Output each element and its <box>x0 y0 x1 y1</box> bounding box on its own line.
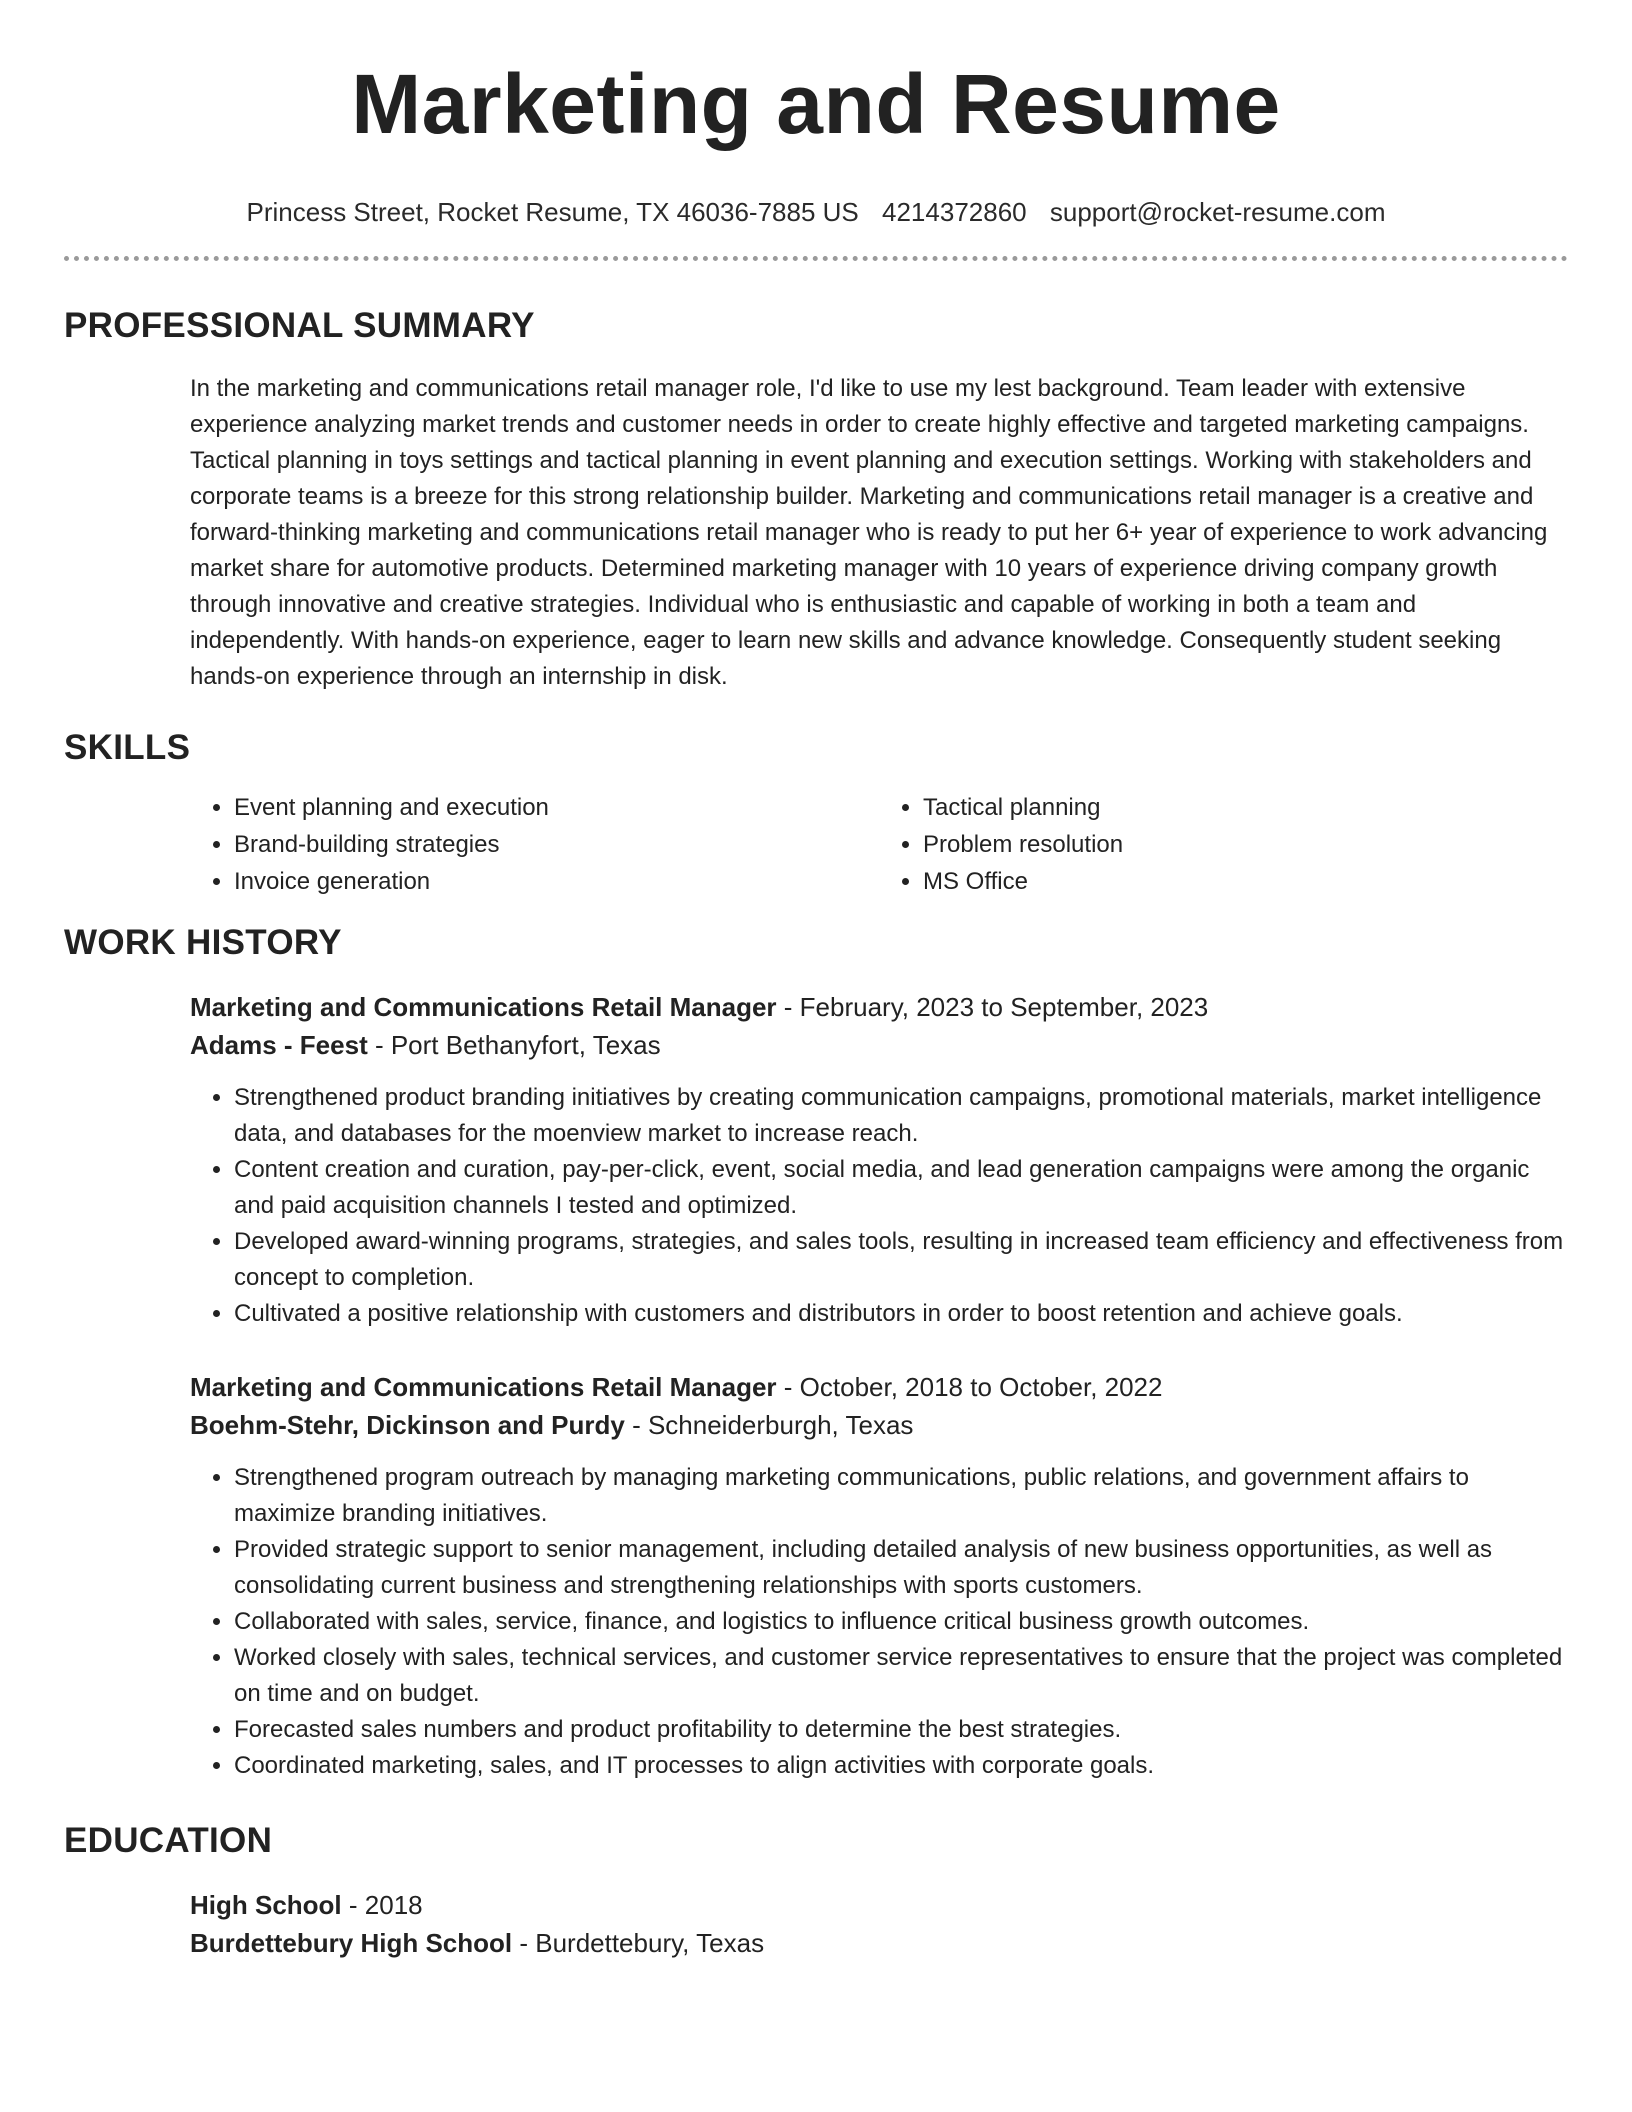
skills-column-left <box>190 789 879 900</box>
job-bullet: • Collaborated with sales, service, finance, and logistics to influence critical business growth outcomes. <box>234 1604 1568 1640</box>
resume-name: Marketing and Resume <box>351 57 1281 151</box>
skill-item: • Tactical planning <box>923 789 1568 826</box>
job-dates: - October, 2018 to October, 2022 <box>776 1372 1163 1402</box>
job-entry <box>190 988 1568 1332</box>
education-heading: EDUCATION <box>64 1821 273 1860</box>
job-bullet: • Strengthened program outreach by managing marketing communications, public relations, and government affairs to maximize branding initiatives. <box>234 1460 1568 1532</box>
header-divider <box>64 256 1568 261</box>
job-bullet: • Content creation and curation, pay-per-click, event, social media, and lead generation campaigns were among the organic and paid acquisition channels I tested and optimized. <box>234 1152 1568 1224</box>
phone: 4214372860 <box>882 197 1027 227</box>
skill-item: • Problem resolution <box>923 826 1568 863</box>
job-dates: - February, 2023 to September, 2023 <box>776 992 1209 1022</box>
job-bullet: • Cultivated a positive relationship with customers and distributors in order to boost retention and achieve goals. <box>234 1296 1568 1332</box>
education-degree: High School <box>190 1890 342 1920</box>
job-company-line <box>190 1406 1568 1444</box>
education-year: - 2018 <box>341 1890 423 1920</box>
job-bullets <box>190 1080 1568 1332</box>
job-bullet: • Forecasted sales numbers and product profitability to determine the best strategies. <box>234 1712 1568 1748</box>
summary-text: In the marketing and communications retail manager role, I'd like to use my lest background. Team leader with extensive experience analyzing market trends and customer needs in order to create highly effective and targeted marketing campaigns. Tactical planning in toys settings and tactical planning in event planning and execution settings. Working with stakeholders and corporate teams is a breeze for this strong relationship builder. Marketing and communications retail manager is a creative and forward-thinking marketing and communications retail manager who is ready to put her 6+ year of experience to work advancing market share for automotive products. Determined marketing manager with 10 years of experience driving company growth through innovative and creative strategies. Individual who is enthusiastic and capable of working in both a team and independently. With hands-on experience, eager to learn new skills and advance knowledge. Consequently student seeking hands-on experience through an internship in disk. <box>190 375 1548 690</box>
summary-heading: PROFESSIONAL SUMMARY <box>64 306 535 345</box>
skill-item: • Brand-building strategies <box>234 826 879 863</box>
work-history-heading: WORK HISTORY <box>64 923 342 962</box>
job-bullet: • Strengthened product branding initiatives by creating communication campaigns, promotional materials, market intelligence data, and databases for the moenview market to increase reach. <box>234 1080 1568 1152</box>
job-entry <box>190 1368 1568 1784</box>
job-bullet: • Coordinated marketing, sales, and IT processes to align activities with corporate goals. <box>234 1748 1568 1784</box>
job-location: - Schneiderburgh, Texas <box>624 1410 914 1440</box>
job-company: Adams - Feest <box>190 1030 368 1060</box>
job-bullet: • Provided strategic support to senior management, including detailed analysis of new business opportunities, as well as consolidating current business and strengthening relationships with sports customers. <box>234 1532 1568 1604</box>
job-bullet: • Worked closely with sales, technical services, and customer service representatives to ensure that the project was completed on time and on budget. <box>234 1640 1568 1712</box>
education-school: Burdettebury High School <box>190 1928 513 1958</box>
skills-heading: SKILLS <box>64 728 191 767</box>
email: support@rocket-resume.com <box>1049 197 1386 227</box>
skill-item: • Invoice generation <box>234 863 879 900</box>
job-bullet: • Developed award-winning programs, strategies, and sales tools, resulting in increased team efficiency and effectiveness from concept to completion. <box>234 1224 1568 1296</box>
education-entry <box>190 1886 1568 1962</box>
contact-line <box>64 196 1568 228</box>
skill-item: • MS Office <box>923 863 1568 900</box>
address: Princess Street, Rocket Resume, TX 46036-7885 US <box>246 197 859 227</box>
job-company-line <box>190 1026 1568 1064</box>
job-title-line <box>190 988 1568 1026</box>
job-role: Marketing and Communications Retail Manager <box>190 992 777 1022</box>
job-location: - Port Bethanyfort, Texas <box>367 1030 661 1060</box>
education-school-line <box>190 1924 1568 1962</box>
education-location: - Burdettebury, Texas <box>512 1928 765 1958</box>
job-role: Marketing and Communications Retail Manager <box>190 1372 777 1402</box>
skills-column-right <box>879 789 1568 900</box>
education-degree-line <box>190 1886 1568 1924</box>
skills-list <box>190 789 1568 900</box>
skill-item: • Event planning and execution <box>234 789 879 826</box>
job-company: Boehm-Stehr, Dickinson and Purdy <box>190 1410 625 1440</box>
job-bullets <box>190 1460 1568 1784</box>
job-title-line <box>190 1368 1568 1406</box>
